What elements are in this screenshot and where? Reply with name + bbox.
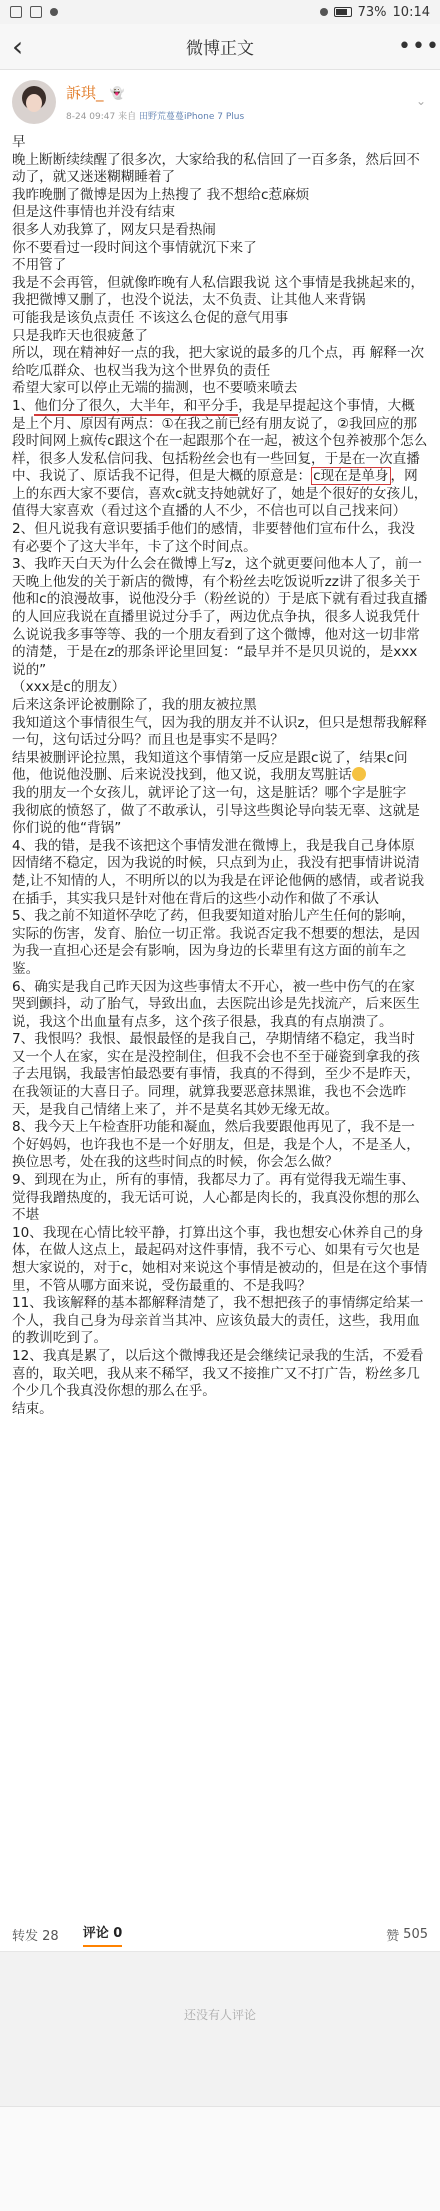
post-paragraph-9: 9、到现在为止，所有的事情，我都尽力了。再有觉得我无端生事、觉得我蹭热度的，我无话可说，人心都是肉长的，我真没你想的那么不堪 [12, 1172, 420, 1224]
post-paragraph-10: 10、我现在心情比较平静，打算出这个事，我也想安心休养自己的身体，在做人这点上，最起码对这件事情，我不亏心、如果有亏欠也是想大家说的，对于c，她相对来说这个事情是被动的，但是在这个事情里，不管从哪方面来说，受伤最重的、不是我吗？ [12, 1224, 428, 1294]
status-bar [0, 0, 440, 24]
post-paragraph-3c: 后来这条评论被删除了，我的朋友被拉黑 [12, 697, 257, 713]
post-line: 晚上断断续续醒了很多次，大家给我的私信回了一百多条，然后回不动了，就又迷迷糊糊睡着了 [12, 151, 420, 186]
post-paragraph-3d: 我知道这个事情很生气，因为我的朋友并不认识z，但只是想帮我解释一句，这句话过分吗？而且也是事实不是吗？ [12, 714, 427, 749]
author-name[interactable]: 訴琪_ [66, 84, 104, 102]
emoji-icon [352, 767, 366, 781]
top-navbar [0, 24, 440, 70]
bottom-bar [0, 2106, 440, 2211]
p3e-text: 结果被删评论拉黑，我知道这个事情第一反应是跟c说了，结果c问他，他说他没删、后来说没找到，他又说，我朋友骂脏话 [12, 749, 408, 784]
status-left-icons [10, 6, 58, 18]
signal-icon [320, 8, 328, 16]
repost-count: 28 [42, 1929, 59, 1944]
post-paragraph-12: 12、我真是累了，以后这个微博我还是会继续记录我的生活，不爱看喜的，取关吧，我从来不稀罕，我又不接推广又不打广告，粉丝多几个少几个我真没你想的那么在乎。 [12, 1347, 424, 1400]
back-icon[interactable]: ‹ [12, 29, 24, 63]
message-icon [30, 6, 42, 18]
post-paragraph-3b: （xxx是c的朋友） [12, 679, 126, 696]
post-paragraph-11: 11、我该解释的基本都解释清楚了，我不想把孩子的事情绑定给某一个人，我自己身为母亲首当其冲、应该负最大的责任，这些，我用血的教训吃到了。 [12, 1295, 424, 1347]
post-line: 早 [12, 134, 26, 150]
post-line: 可能我是该负点责任 不该这么仓促的意气用事 [12, 309, 289, 326]
comment-count: 0 [113, 1926, 123, 1941]
post-body [0, 130, 440, 1418]
post-line: 所以，现在精神好一点的我，把大家说的最多的几个点，再 解释一次 [12, 345, 425, 362]
member-badge-icon: 👻 [109, 85, 125, 100]
post-actions-bar [0, 1918, 440, 1952]
notification-dot-icon [50, 8, 58, 16]
boxed-highlight: c现在是单身 [313, 468, 389, 485]
author-meta [66, 80, 244, 122]
post-ending: 结束。 [12, 1400, 53, 1417]
battery-percent: 73% [357, 4, 387, 20]
source-prefix: 来自 [118, 112, 137, 122]
p1-prefix: 1、 [12, 397, 35, 414]
post-source-line [66, 109, 244, 122]
post-line: 你不要看过一段时间这个事情就沉下来了 [12, 239, 257, 256]
post-paragraph-3e [12, 750, 428, 785]
avatar[interactable] [12, 80, 56, 124]
post-paragraph-3: 3、我昨天白天为什么会在微博上写z，这个就更要问他本人了，前一天晚上他发的关于新店的微博，有个粉丝去吃饭说听zz讲了很多关于他和c的浪漫故事，说他没分手（粉丝说的）于是底下就有看过我直播的人回应我说在直播里说过分手了，两边优点争执，很多人说我凭什么说说我多事等等、我的一个朋友看到了这个微博，他对这一切非常的清楚，于是在z的那条评论里回复：“最早并不是贝贝说的，是xxx说的” [12, 556, 428, 678]
chevron-down-icon[interactable]: ⌄ [415, 94, 426, 108]
underlined-highlight: 他们分了很久，大半年，和平分手 [34, 397, 239, 414]
post-paragraph-4: 4、我的错，是我不该把这个事情发泄在微博上，我是我自己身体原因情绪不稳定，因为我说的时候，只点到为止，我没有把事情讲说清楚,让不知情的人，不明所以的以为我是在评论他俩的感情，或者说我在插手，其实我只是针对他在背后的这些小动作和做了不承认 [12, 837, 425, 907]
like-button[interactable] [386, 1925, 428, 1944]
post-line: 希望大家可以停止无端的揣测，也不要喷来喷去 [12, 380, 298, 397]
post-line: 只是我昨天也很疲惫了 [12, 327, 148, 344]
post-paragraph-3f: 我的朋友一个女孩儿，就评论了这一句，这是脏话？哪个字是脏字 [12, 784, 407, 801]
post-line: 我昨晚删了微博是因为上热搜了 我不想给c惹麻烦 [12, 186, 310, 203]
post-line: 不用管了 [12, 257, 67, 274]
post-line: 很多人劝我算了，网友只是看热闹 [12, 221, 216, 238]
app-notification-icon [10, 6, 22, 18]
post-paragraph-3g: 我彻底的愤怒了，做了不敢承认，引导这些舆论导向装无辜、这就是你们说的他“背锅” [12, 802, 420, 837]
post-paragraph-6: 6、确实是我自己昨天因为这些事情太不开心，被一些中伤气的在家哭到颤抖，动了胎气，导致出血，去医院出诊是先找流产，后来医生说，我这个出血量有点多，这个孩子很悬，我真的有点崩溃了。 [12, 978, 420, 1030]
post-paragraph-8: 8、我今天上午检查肝功能和凝血，然后我要跟他再见了，我不是一个好妈妈，也许我也不是一个好朋友，但是，我是个人，不是圣人，换位思考，处在我的这些时间点的时候，你会怎么做？ [12, 1119, 420, 1171]
like-label: 赞 [386, 1929, 400, 1944]
post-line: 但是这件事情也并没有结束 [12, 204, 176, 221]
comment-label: 评论 [82, 1926, 109, 1941]
post-time: 8-24 09:47 [66, 112, 116, 122]
post-paragraph-5: 5、我之前不知道怀孕吃了药，但我要知道对胎儿产生任何的影响，实际的伤害，发育、胎位一切正常。我说否定我不想要的想法，是因为我一直担心还是会有影响，因为身边的长辈里有这方面的前车之鉴。 [12, 908, 420, 977]
clock: 10:14 [392, 4, 430, 20]
p1-body: ，我是早提起这个事情，大概是上个月、原因有两点：①在我之前已经有朋友说了，②我回应的那段时间网上疯传c跟这个在一起跟那个在一起，被这个包养被那个怎么样，很多人发私信问我、包括粉丝会也有一些回复，于是在一次直播中、我说了、原话我不记得，但是大概的原意是： [12, 397, 428, 485]
status-right-icons [320, 5, 430, 20]
post-line: 给吃瓜群众、也权当我为这个世界负的责任 [12, 362, 271, 379]
author-name-row [66, 82, 244, 103]
comments-empty-state [0, 1952, 440, 2106]
like-count: 505 [403, 1927, 428, 1942]
tab-comment[interactable] [83, 1922, 123, 1947]
post-source[interactable]: 田野荒蔓蔓iPhone 7 Plus [139, 112, 245, 122]
repost-label: 转发 [12, 1929, 39, 1944]
post-line: 我是不会再管，但就像昨晚有人私信跟我说 这个事情是我挑起来的，我把微博又删了，也没个说法，太不负责、让其他人来背锅 [12, 274, 425, 309]
page-title: 微博正文 [186, 39, 254, 59]
more-options-icon[interactable]: ••• [398, 34, 440, 59]
post-paragraph-1 [12, 398, 428, 521]
p1-tail: ，网上的东西大家不要信，喜欢c就支持她就好了，她是个很好的女孩儿，值得大家喜欢（看过这个直播的人不少，不信也可以自己找来问） [12, 468, 428, 520]
battery-icon [334, 7, 352, 17]
empty-comments-text: 还没有人评论 [183, 2008, 256, 2022]
post-paragraph-7: 7、我恨吗？我恨、最恨最怪的是我自己，孕期情绪不稳定，我当时又一个人在家，实在是没控制住，但我不会也不至于碰瓷到拿我的孩子去甩锅，我最害怕最恐要有事情，我真的不得到，至少不是昨天，在我领证的大喜日子。同理，就算我要恶意抹黑谁，我也不会选昨天，是我自己情绪上来了，并不是莫名其妙无缘无故。 [12, 1031, 420, 1118]
post-paragraph-2: 2、但凡说我有意识要插手他们的感情，非要替他们宣布什么，我没有必要个了这大半年，卡了这个时间点。 [12, 521, 415, 555]
post-author [0, 70, 440, 130]
tab-repost[interactable] [12, 1925, 59, 1944]
